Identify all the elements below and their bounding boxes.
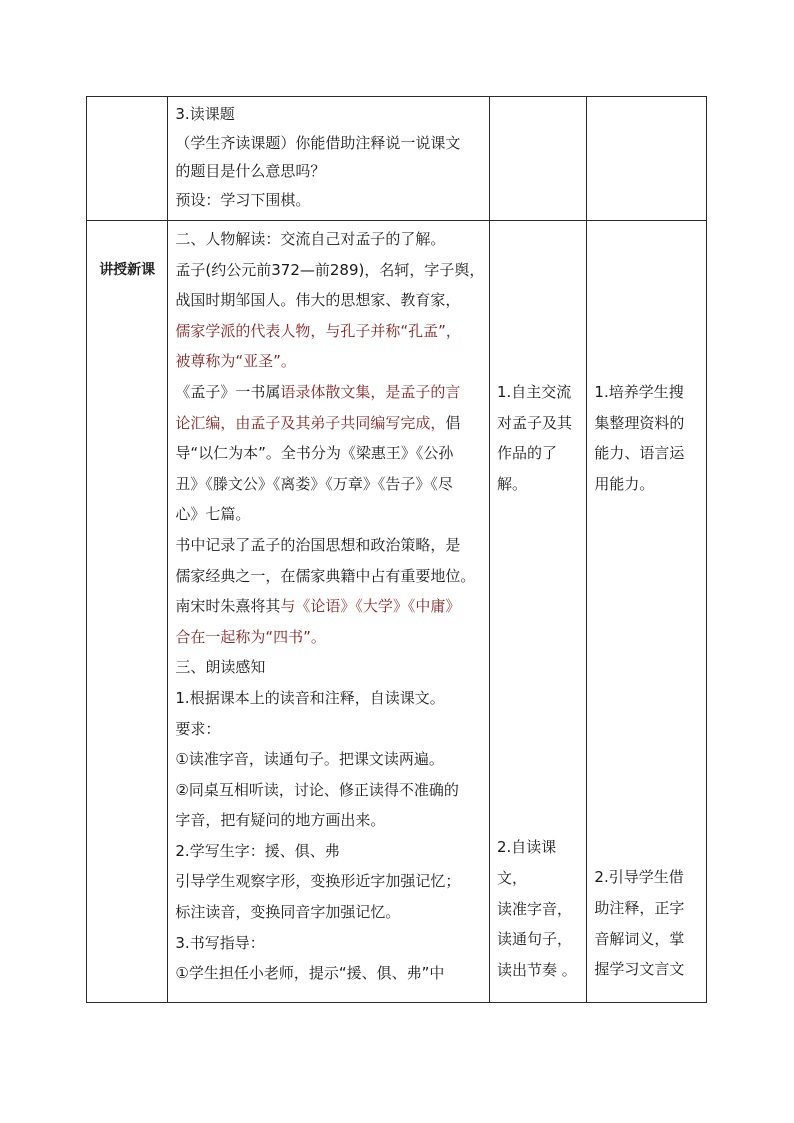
text-line: 字音，把有疑问的地方画出来。 bbox=[175, 811, 386, 830]
text-line: 三、朗读感知 bbox=[175, 658, 266, 677]
design-intent-2 bbox=[594, 862, 700, 984]
text-line: 集整理资料的 bbox=[594, 413, 685, 432]
text-line: 1.自主交流 bbox=[496, 383, 572, 401]
student-activity-cell bbox=[489, 97, 586, 221]
text-line: 孟子(约公元前372—前289)，名轲，字子舆， bbox=[175, 260, 485, 279]
text-line: 助注释，正字 bbox=[594, 898, 685, 917]
text-line: 2.引导学生借 bbox=[594, 868, 684, 887]
text-fragment: 论汇编，由孟子及其弟子共同编写完成， bbox=[175, 413, 446, 432]
design-intent-1 bbox=[594, 377, 700, 499]
table-row bbox=[87, 221, 707, 1003]
text-fragment: 南宋时朱熹将其 bbox=[175, 597, 281, 616]
text-line: 2.自读课文， bbox=[496, 838, 557, 887]
text-line: 丑》《滕文公》《离娄》《万章》《告子》《尽 bbox=[175, 474, 453, 493]
text-line: 作品的了解。 bbox=[496, 444, 557, 493]
text-line: 标注读音，变换同音字加强记忆。 bbox=[175, 903, 401, 922]
text-line bbox=[175, 377, 485, 408]
text-line: 1.培养学生搜 bbox=[594, 383, 684, 401]
design-intent-cell bbox=[587, 97, 707, 221]
text-line: 战国时期邹国人。伟大的思想家、教育家， bbox=[175, 291, 461, 310]
text-fragment: 与《论语》《大学》《中庸》 bbox=[280, 597, 461, 616]
student-activity-2 bbox=[497, 832, 582, 985]
stage-cell-empty bbox=[87, 97, 168, 221]
design-intent-cell bbox=[587, 221, 707, 1003]
text-fragment: 《孟子》一书属 bbox=[175, 382, 281, 401]
text-line: 要求： bbox=[175, 719, 221, 738]
text-line: 音解词义，掌 bbox=[594, 929, 685, 948]
text-line: ②同桌互相听读，讨论、修正读得不准确的 bbox=[175, 780, 459, 799]
text-line: 对孟子及其 bbox=[496, 413, 572, 432]
text-line: 儒家经典之一，在儒家典籍中占有重要地位。 bbox=[175, 566, 476, 585]
text-line: 读出节奏 。 bbox=[496, 960, 577, 979]
student-activity-cell bbox=[489, 221, 586, 1003]
text-line: 的题目是什么意思吗？ bbox=[175, 162, 326, 180]
text-line: 二、人物解读：交流自己对孟子的了解。 bbox=[175, 230, 446, 248]
text-line: 2.学写生字：援、俱、弗 bbox=[175, 841, 340, 860]
text-line: 3.书写指导： bbox=[175, 933, 265, 952]
teacher-activity-cell bbox=[168, 97, 490, 221]
stage-label: 讲授新课 bbox=[87, 221, 168, 1003]
text-line: 用能力。 bbox=[594, 474, 655, 493]
text-line bbox=[175, 408, 485, 439]
text-line: 心》七篇。 bbox=[175, 505, 251, 524]
text-line: 书中记录了孟子的治国思想和政治策略，是 bbox=[175, 535, 461, 554]
lesson-plan-table bbox=[86, 96, 707, 1003]
text-line bbox=[175, 591, 485, 622]
text-fragment: 语录体散文集，是孟子的言 bbox=[280, 382, 461, 401]
text-line: 儒家学派的代表人物，与孔子并称“孔孟”， bbox=[175, 321, 461, 340]
text-line: 1.根据课本上的读音和注释，自读课文。 bbox=[175, 688, 445, 707]
text-line: ①读准字音，读通句子。把课文读两遍。 bbox=[175, 750, 444, 769]
text-line: 读准字音， bbox=[496, 899, 572, 918]
text-line: 被尊称为“亚圣”。 bbox=[175, 352, 296, 371]
text-line: 预设：学习下围棋。 bbox=[175, 190, 311, 209]
teacher-activity-cell bbox=[168, 221, 490, 1003]
text-line: 读通句子， bbox=[496, 930, 572, 949]
table-row bbox=[87, 97, 707, 221]
text-fragment: 倡 bbox=[445, 413, 461, 432]
text-line: 引导学生观察字形，变换形近字加强记忆； bbox=[175, 872, 461, 891]
text-line: 合在一起称为“四书”。 bbox=[175, 627, 326, 646]
text-line: 3.读课题 bbox=[175, 105, 235, 123]
text-line: ①学生担任小老师，提示“援、俱、弗”中 bbox=[175, 964, 445, 983]
student-activity-1 bbox=[497, 377, 582, 499]
text-line: 能力、语言运 bbox=[594, 444, 685, 463]
text-line: 导“以仁为本”。全书分为《梁惠王》《公孙 bbox=[175, 444, 454, 463]
text-line: （学生齐读课题）你能借助注释说一说课文 bbox=[175, 133, 461, 152]
text-line: 握学习文言文 bbox=[594, 960, 685, 979]
